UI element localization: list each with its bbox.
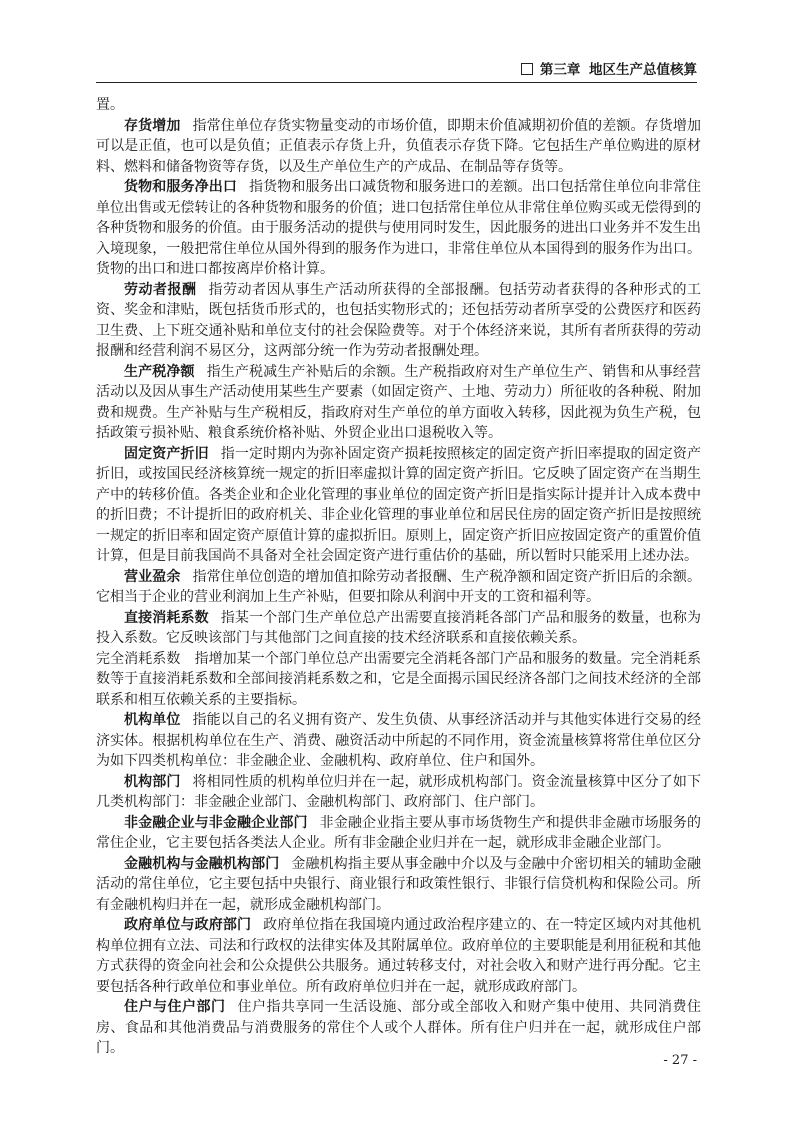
- glossary-paragraph: [96, 362, 701, 444]
- glossary-paragraph: [96, 444, 701, 567]
- glossary-paragraph: [96, 772, 701, 813]
- glossary-paragraph: [96, 116, 701, 178]
- running-header: [96, 60, 697, 83]
- term-definition: 将相同性质的机构单位归并在一起，就形成机构部门。资金流量核算中区分了如下几类机构部门：非金融企业部门、金融机构部门、政府部门、住户部门。: [96, 773, 702, 810]
- term-heading: 存货增加: [124, 117, 181, 134]
- glossary-paragraph: [96, 649, 701, 711]
- term-definition: 指生产税减生产补贴后的余额。生产税指政府对生产单位生产、销售和从事经营活动以及因从事生产活动使用某些生产要素（如固定资产、土地、劳动力）所征收的各种税、附加费和规费。生产补贴与生产税相反，指政府对生产单位的单方面收入转移，因此视为负生产税，包括政策亏损补贴、粮食系统价格补贴、外贸企业出口退税收入等。: [96, 363, 702, 441]
- term-definition: 指一定时期内为弥补固定资产损耗按照核定的固定资产折旧率提取的固定资产折旧，或按国民经济核算统一规定的折旧率虚拟计算的固定资产折旧。它反映了固定资产在当期生产中的转移价值。各类企业和企业化管理的事业单位的固定资产折旧是指实际计提并计入成本费中的折旧费；不计提折旧的政府机关、非企业化管理的事业单位和居民住房的固定资产折旧是按照统一规定的折旧率和固定资产原值计算的虚拟折旧。原则上，固定资产折旧应按固定资产的重置价值计算，但是目前我国尚不具备对全社会固定资产进行重估价的基础，所以暂时只能采用上述办法。: [96, 445, 702, 564]
- page-number: - 27 -: [663, 1053, 697, 1068]
- glossary-paragraph: [96, 567, 701, 608]
- term-definition: 指劳动者因从事生产活动所获得的全部报酬。包括劳动者获得的各种形式的工资、奖金和津贴，既包括货币形式的，也包括实物形式的；还包括劳动者所享受的公费医疗和医药卫生费、上下班交通补贴和单位支付的社会保险费等。对于个体经济来说，其所有者所获得的劳动报酬和经营利润不易区分，这两部分统一作为劳动者报酬处理。: [96, 281, 701, 359]
- term-definition: 金融机构指主要从事金融中介以及与金融中介密切相关的辅助金融活动的常住单位，它主要包括中央银行、商业银行和政策性银行、非银行信贷机构和保险公司。所有金融机构归并在一起，就形成金融机构部门。: [96, 855, 702, 913]
- term-heading: 非金融企业与非金融企业部门: [124, 814, 308, 831]
- header-title: 地区生产总值核算: [589, 62, 697, 78]
- term-definition: 指能以自己的名义拥有资产、发生负债、从事经济活动并与其他实体进行交易的经济实体。根据机构单位在生产、消费、融资活动中所起的不同作用，资金流量核算将常住单位区分为如下四类机构单位：非金融企业、金融机构、政府单位、住户和国外。: [96, 712, 702, 769]
- term-heading: 货物和服务净出口: [124, 179, 238, 195]
- glossary-paragraph: [96, 95, 701, 116]
- term-heading: 机构部门: [124, 773, 181, 790]
- glossary-paragraph: [96, 813, 701, 854]
- term-heading: 固定资产折旧: [124, 445, 209, 462]
- term-heading: 劳动者报酬: [124, 281, 197, 298]
- term-heading: 直接消耗系数: [124, 609, 209, 626]
- glossary-paragraph: [96, 710, 701, 772]
- paragraph-text: 完全消耗系数 指增加某一个部门单位总产出需要完全消耗各部门产品和服务的数量。完全消耗系数等于直接消耗系数和全部间接消耗系数之和，它是全面揭示国民经济各部门之间技术经济的全部联系和相互依赖关系的主要指标。: [96, 650, 701, 708]
- glossary-paragraph: [96, 280, 701, 362]
- term-definition: 非金融企业指主要从事市场货物生产和提供非金融市场服务的常住企业，它主要包括各类法人企业。所有非金融企业归并在一起，就形成非金融企业部门。: [96, 814, 702, 851]
- term-heading: 金融机构与金融机构部门: [124, 855, 280, 872]
- term-definition: 指常住单位创造的增加值扣除劳动者报酬、生产税净额和固定资产折旧后的余额。它相当于企业的营业利润加上生产补贴，但要扣除从利润中开支的工资和福利等。: [96, 568, 702, 605]
- term-definition: 指某一个部门生产单位总产出需要直接消耗各部门产品和服务的数量，也称为投入系数。它反映该部门与其他部门之间直接的技术经济联系和直接依赖关系。: [96, 609, 702, 646]
- term-heading: 营业盈余: [124, 568, 181, 585]
- term-heading: 政府单位与政府部门: [124, 917, 252, 933]
- term-definition: 住户指共享同一生活设施、部分或全部收入和财产集中使用、共同消费住房、食品和其他消费品与消费服务的常住个人或个人群体。所有住户归并在一起，就形成住户部门。: [96, 999, 701, 1056]
- header-chapter: 第三章: [539, 62, 581, 78]
- term-definition: 指货物和服务出口减货物和服务进口的差额。出口包括常住单位向非常住单位出售或无偿转让的各种货物和服务的价值；进口包括常住单位从非常住单位购买或无偿得到的各种货物和服务的价值。由于服务活动的提供与使用同时发生，因此服务的进出口业务并不发生出入境现象，一般把常住单位从国外得到的服务作为进口，非常住单位从本国得到的服务作为出口。货物的出口和进口都按离岸价格计算。: [96, 179, 702, 277]
- glossary-body: [96, 95, 701, 1059]
- glossary-paragraph: [96, 177, 701, 280]
- glossary-paragraph: [96, 997, 701, 1059]
- glossary-paragraph: [96, 608, 701, 649]
- glossary-paragraph: [96, 915, 701, 997]
- term-definition: 政府单位指在我国境内通过政治程序建立的、在一特定区域内对其他机构单位拥有立法、司法和行政权的法律实体及其附属单位。政府单位的主要职能是利用征税和其他方式获得的资金向社会和公众提供公共服务。通过转移支付，对社会收入和财产进行再分配。它主要包括各种行政单位和事业单位。所有政府单位归并在一起，就形成政府部门。: [96, 917, 702, 995]
- term-heading: 机构单位: [124, 712, 181, 728]
- glossary-paragraph: [96, 854, 701, 916]
- paragraph-text: 置。: [96, 97, 124, 113]
- term-heading: 生产税净额: [124, 363, 195, 380]
- term-definition: 指常住单位存货实物量变动的市场价值，即期末价值减期初价值的差额。存货增加可以是正值，也可以是负值；正值表示存货上升，负值表示存货下降。它包括生产单位购进的原材料、燃料和储备物资等存货，以及生产单位生产的产成品、在制品等存货等。: [96, 117, 702, 175]
- term-heading: 住户与住户部门: [124, 999, 226, 1015]
- square-bullet-icon: [521, 63, 533, 75]
